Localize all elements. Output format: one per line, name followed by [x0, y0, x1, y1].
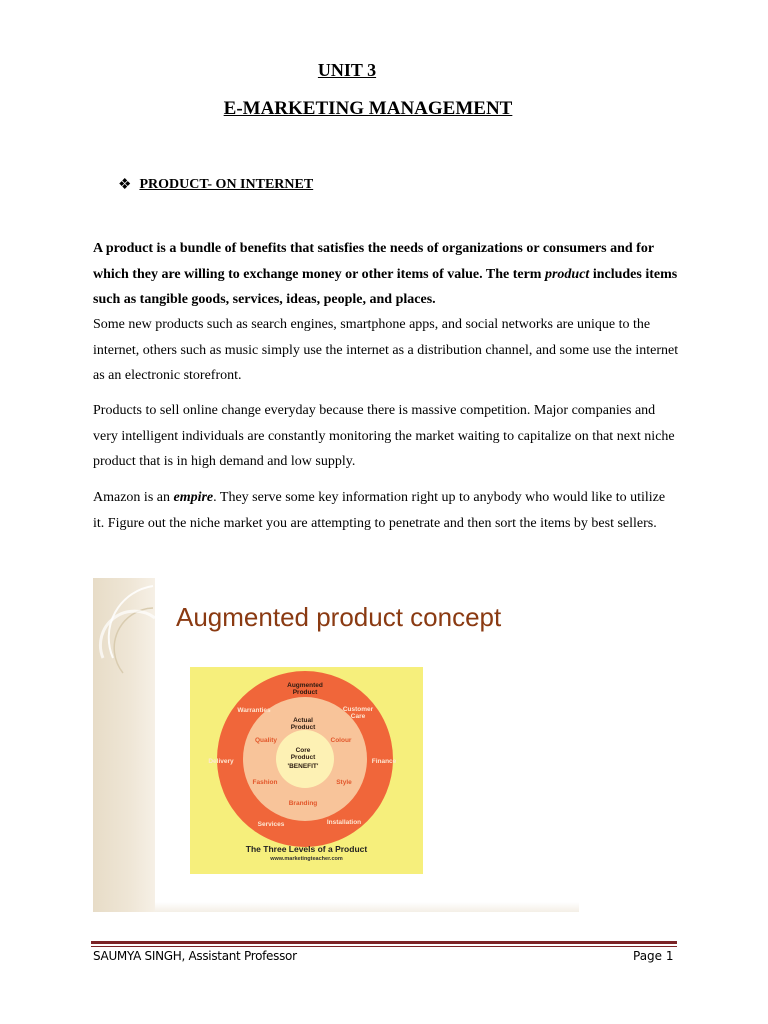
middle-item-style: Style: [336, 779, 352, 786]
paragraph-text: includes items such as tangible goods, services, ideas, people, and places.: [93, 266, 678, 307]
document-title: E-MARKETING MANAGEMENT: [223, 98, 513, 119]
middle-label-line2: Product: [290, 724, 316, 731]
diamond-bullet-icon: ❖: [118, 177, 132, 193]
middle-item-quality: Quality: [254, 737, 278, 744]
figure-bottom-shade: [155, 902, 579, 912]
paragraph-text: Products to sell online change everyday because there is massive competition. Major companies and very intelligent individuals are constantly monitoring the market waiting to capitalize on that next niche product that is in high demand and low supply.: [93, 403, 675, 469]
unit-title: UNIT 3: [317, 60, 377, 80]
section-heading: [118, 175, 313, 194]
figure-source-url: www.marketingteacher.com: [270, 856, 343, 862]
outer-item-services: Services: [257, 821, 285, 828]
outer-label-line1: Augmented: [287, 682, 323, 689]
outer-item-finance: Finance: [371, 758, 397, 765]
middle-item-fashion: Fashion: [252, 779, 278, 786]
emphasis-product: product: [544, 266, 590, 282]
core-benefit: 'BENEFIT': [287, 763, 319, 770]
figure-title: Augmented product concept: [176, 602, 502, 632]
figure-caption: The Three Levels of a Product: [245, 844, 368, 854]
paragraph-competition: [93, 398, 679, 475]
decorative-arcs-icon: [93, 578, 155, 912]
paragraph-text: A product is a bundle of benefits that satisfies the needs of organizations or consumers and for which they are willing to exchange money or other items of value. The term: [93, 241, 654, 282]
three-levels-rings: [190, 667, 423, 874]
paragraph-internet-products: [93, 312, 679, 389]
middle-item-colour: Colour: [330, 737, 352, 744]
section-heading-label: PRODUCT- ON INTERNET: [139, 176, 314, 192]
outer-item-customer: Customer: [342, 706, 374, 713]
outer-item-delivery: Delivery: [208, 758, 234, 765]
three-levels-diagram: [190, 667, 423, 874]
footer-rule: [91, 941, 677, 944]
paragraph-text: Amazon is an: [93, 490, 174, 505]
emphasis-empire: empire: [173, 490, 214, 505]
footer-author: SAUMYA SINGH, Assistant Professor: [93, 949, 297, 963]
paragraph-amazon: [93, 485, 679, 536]
middle-label-line1: Actual: [293, 717, 313, 724]
paragraph-text: Some new products such as search engines, smartphone apps, and social networks are unique to the internet, others such as music simply use the internet as a distribution channel, and some use the internet as an electronic storefront.: [93, 317, 679, 383]
figure-decorative-strip: [93, 578, 155, 912]
outer-item-warranties: Warranties: [237, 707, 271, 714]
augmented-product-figure: [93, 578, 579, 912]
core-label-line2: Product: [290, 754, 316, 761]
page-number: Page 1: [633, 949, 674, 963]
outer-item-care: Care: [350, 713, 366, 720]
outer-item-installation: Installation: [326, 819, 362, 826]
paragraph-text: . They serve some key information right up to anybody who would like to utilize it. Figure out the niche market you are attempting to penetrate and then sort the items by best sellers.: [93, 490, 666, 531]
outer-label-line2: Product: [292, 689, 318, 696]
footer-rule-thin: [91, 946, 677, 947]
middle-item-branding: Branding: [288, 800, 318, 807]
core-label-line1: Core: [295, 747, 311, 754]
paragraph-product-definition: [93, 236, 679, 313]
